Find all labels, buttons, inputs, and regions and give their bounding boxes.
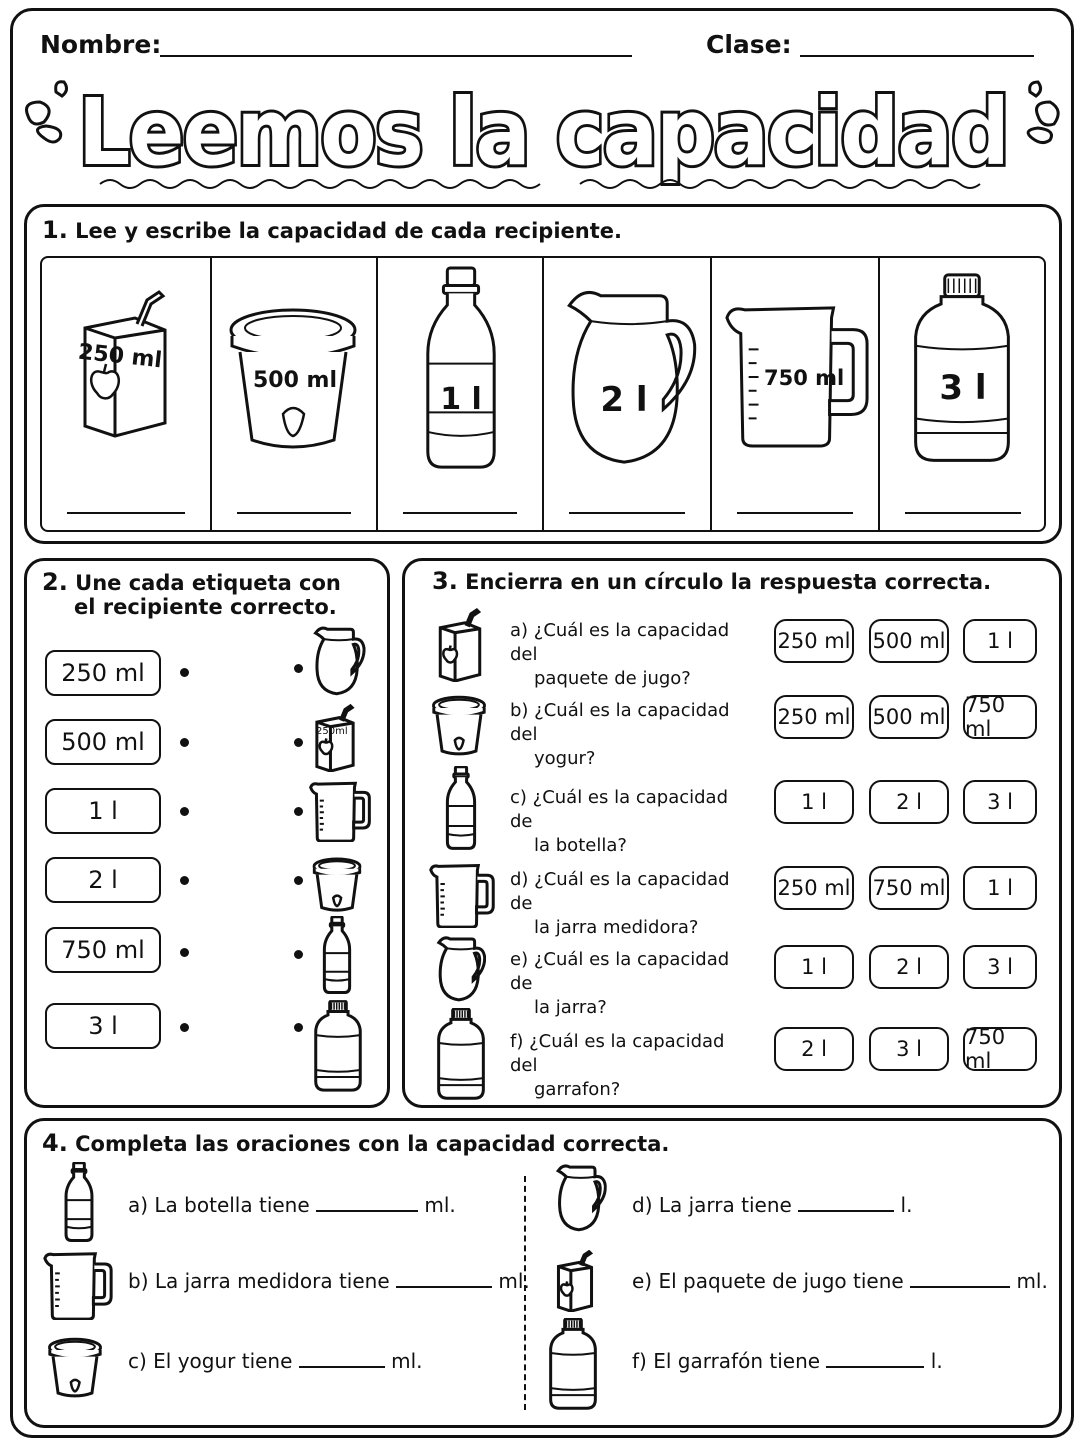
match-dot-right[interactable] (294, 950, 303, 959)
option-button[interactable]: 1 l (774, 945, 854, 989)
option-button[interactable]: 250 ml (774, 619, 854, 663)
question-line: a) ¿Cuál es la capacidad del (510, 620, 730, 665)
option-button[interactable]: 750 ml (963, 695, 1037, 739)
option-button[interactable]: 750 ml (869, 866, 949, 910)
section-2-instruction-line2: el recipiente correcto. (74, 595, 337, 619)
water-jug-label: 3 l (939, 368, 987, 408)
match-dot-left[interactable] (180, 738, 189, 747)
match-dot-left[interactable] (180, 948, 189, 957)
section-1-instruction: Lee y escribe la capacidad de cada recipiente. (75, 219, 622, 243)
bottle-label: 1 l (440, 382, 482, 417)
section-2-instruction-line1: Une cada etiqueta con (75, 571, 341, 595)
sentence-unit: ml. (498, 1269, 530, 1293)
container-cell-measuring-jug (712, 258, 880, 530)
section-1-title (42, 218, 622, 243)
match-dot-left[interactable] (180, 807, 189, 816)
match-dot-left[interactable] (180, 668, 189, 677)
answer-line-measuring-jug[interactable] (737, 512, 853, 514)
option-button[interactable]: 3 l (869, 1027, 949, 1071)
answer-line-juice[interactable] (67, 512, 185, 514)
match-tag-3l[interactable]: 3 l (45, 1003, 161, 1049)
measuring-jug-icon (42, 1250, 114, 1320)
question-c (510, 786, 750, 858)
measuring-jug-label: 750 ml (764, 366, 845, 390)
bottle-icon (444, 766, 478, 850)
sentence-unit: l. (930, 1349, 943, 1373)
section-2-title (42, 570, 341, 619)
yogurt-cup-icon (430, 694, 488, 756)
answer-blank[interactable] (910, 1268, 1010, 1288)
option-button[interactable]: 500 ml (869, 619, 949, 663)
yogurt-cup-icon (310, 856, 364, 912)
juice-box-icon (434, 608, 486, 682)
sentence-unit: ml. (391, 1349, 423, 1373)
question-line: paquete de jugo? (534, 668, 691, 689)
section-4-number: 4. (42, 1129, 68, 1157)
water-jug-icon (436, 1008, 486, 1100)
juice-box-icon (552, 1250, 598, 1312)
section-1-number: 1. (42, 216, 68, 244)
pitcher-label: 2 l (600, 380, 648, 420)
splash-left-icon (27, 82, 67, 142)
yogurt-cup-label: 500 ml (252, 368, 338, 393)
class-label: Clase: (706, 30, 792, 59)
answer-blank[interactable] (826, 1348, 924, 1368)
section-3-number: 3. (432, 567, 458, 595)
measuring-jug-icon (306, 780, 374, 842)
match-dot-right[interactable] (294, 664, 303, 673)
option-button[interactable]: 3 l (963, 780, 1037, 824)
water-jug-icon (314, 998, 362, 1094)
answer-blank[interactable] (316, 1192, 418, 1212)
option-button[interactable]: 3 l (963, 945, 1037, 989)
match-dot-right[interactable] (294, 1023, 303, 1032)
match-dot-right[interactable] (294, 876, 303, 885)
question-line: f) ¿Cuál es la capacidad del (510, 1031, 725, 1076)
pitcher-icon (560, 282, 700, 468)
sentence-b (128, 1268, 530, 1294)
question-line: d) ¿Cuál es la capacidad de (510, 869, 730, 914)
juice-box-icon (310, 704, 360, 772)
yogurt-cup-icon (44, 1336, 106, 1398)
question-line: garrafon? (534, 1079, 621, 1100)
answer-blank[interactable] (798, 1192, 894, 1212)
option-button[interactable]: 250 ml (774, 866, 854, 910)
question-line: la jarra? (534, 997, 607, 1018)
question-line: la jarra medidora? (534, 917, 699, 938)
sentence-text: e) El paquete de jugo tiene (632, 1269, 904, 1293)
pitcher-icon (306, 624, 372, 696)
sentence-unit: ml. (424, 1193, 456, 1217)
juice-box-label: 250 ml (76, 339, 164, 374)
sentence-e (632, 1268, 1048, 1294)
page-title: Leemos la capacidad (78, 79, 1008, 186)
match-tag-2l[interactable]: 2 l (45, 857, 161, 903)
section-3-instruction: Encierra en un círculo la respuesta correcta. (465, 570, 992, 594)
match-dot-right[interactable] (294, 807, 303, 816)
answer-blank[interactable] (396, 1268, 492, 1288)
sentence-d (632, 1192, 912, 1218)
answer-line-bottle[interactable] (403, 512, 518, 514)
container-cell-water-jug (880, 258, 1046, 530)
match-tag-750ml[interactable]: 750 ml (45, 927, 161, 973)
sentence-unit: l. (900, 1193, 913, 1217)
question-b (510, 699, 750, 771)
question-line: e) ¿Cuál es la capacidad de (510, 949, 730, 994)
question-e (510, 948, 750, 1020)
sentence-text: d) La jarra tiene (632, 1193, 792, 1217)
option-button[interactable]: 2 l (869, 945, 949, 989)
water-jug-icon (548, 1318, 598, 1410)
sentence-f (632, 1348, 943, 1374)
section-4-instruction: Completa las oraciones con la capacidad correcta. (75, 1132, 670, 1156)
name-field[interactable] (160, 55, 632, 57)
match-tag-500ml[interactable]: 500 ml (45, 719, 161, 765)
pitcher-icon (550, 1162, 612, 1232)
question-line: la botella? (534, 835, 627, 856)
bottle-icon (320, 916, 354, 994)
question-line: yogur? (534, 748, 596, 769)
container-cell-pitcher (544, 258, 712, 530)
option-button[interactable]: 500 ml (869, 695, 949, 739)
option-button[interactable]: 1 l (963, 866, 1037, 910)
match-dot-left[interactable] (180, 876, 189, 885)
sentence-a (128, 1192, 456, 1218)
question-a (510, 619, 750, 691)
page-title-area (20, 72, 1066, 192)
match-tag-1l[interactable]: 1 l (45, 788, 161, 834)
section-4-title (42, 1131, 669, 1156)
small-juice-label: 250ml (316, 726, 348, 737)
sentence-text: b) La jarra medidora tiene (128, 1269, 390, 1293)
match-dot-right[interactable] (294, 738, 303, 747)
section-2-number: 2. (42, 568, 68, 596)
answer-line-yogurt[interactable] (237, 512, 352, 514)
answer-line-pitcher[interactable] (569, 512, 685, 514)
option-button[interactable]: 750 ml (963, 1027, 1037, 1071)
question-line: c) ¿Cuál es la capacidad de (510, 787, 729, 832)
sentence-text: c) El yogur tiene (128, 1349, 293, 1373)
match-tag-250ml[interactable]: 250 ml (45, 650, 161, 696)
container-cell-yogurt (212, 258, 378, 530)
bottle-icon (62, 1162, 96, 1242)
option-button[interactable]: 2 l (869, 780, 949, 824)
question-f (510, 1030, 750, 1102)
container-cell-juice (42, 258, 212, 530)
question-d (510, 868, 750, 940)
sentence-c (128, 1348, 423, 1374)
question-line: b) ¿Cuál es la capacidad del (510, 700, 730, 745)
name-label: Nombre: (40, 30, 162, 59)
option-button[interactable]: 1 l (963, 619, 1037, 663)
option-button[interactable]: 1 l (774, 780, 854, 824)
match-dot-left[interactable] (180, 1023, 189, 1032)
containers-strip (40, 256, 1046, 532)
option-button[interactable]: 2 l (774, 1027, 854, 1071)
answer-line-water-jug[interactable] (905, 512, 1021, 514)
class-field[interactable] (800, 55, 1034, 57)
container-cell-bottle (378, 258, 544, 530)
section-3-title (432, 569, 991, 594)
measuring-jug-icon (428, 862, 496, 928)
sentence-text: a) La botella tiene (128, 1193, 310, 1217)
sentence-text: f) El garrafón tiene (632, 1349, 821, 1373)
bottle-icon (421, 266, 501, 471)
pitcher-icon (430, 934, 492, 1002)
splash-right-icon (1028, 82, 1058, 143)
answer-blank[interactable] (299, 1348, 385, 1368)
sentence-unit: ml. (1016, 1269, 1048, 1293)
option-button[interactable]: 250 ml (774, 695, 854, 739)
